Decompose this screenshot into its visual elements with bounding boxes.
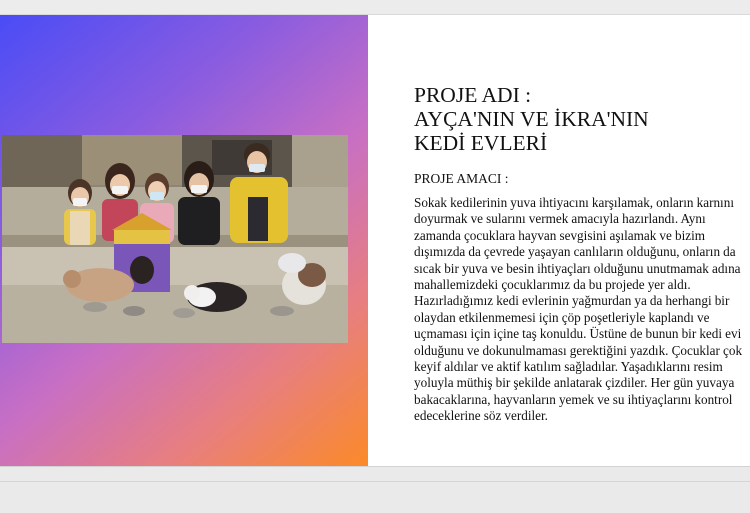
body-paragraph: Sokak kedilerinin yuva ihtiyacını karşılamak, onların karnını doyurmak ve sularını vermek amacıyla hazırlandı. Aynı zamanda çocuklara hayvan sevgisini aşılamak ve bizim dışımızda da çevrede yaşayan canlıların olduğunu, onların da sıcak bir yuva ve besin ihtiyaçları olduğunu unutmamak adına mahallemizdeki çocuklarımız da bu projede yer aldı. Hazırladığımız kedi evlerinin yağmurdan ya da herhangi bir olaydan etkilenmemesi için çöp poşetleriyle kaplandı ve uçmaması için içine taş konuldu. Üstüne de bunun bir kedi evi olduğunu ve dokunulmaması gerektiğini yazdık. Çocuklar çok keyif aldılar ve aktif katılım sağladılar. Yaşadıklarını resim yoluyla müthiş bir şekilde anlatarak çizdiler. Her gün yuvaya bakacaklarına, hayvanların yemek ve su ihtiyaçlarını kontrol edeceklerine söz verdiler. <box>414 195 743 424</box>
slide-title <box>414 83 746 155</box>
title-line-3: KEDİ EVLERİ <box>414 131 548 155</box>
divider-line <box>0 481 750 482</box>
slide-photo-children-cats <box>2 135 348 343</box>
gradient-panel <box>0 15 368 466</box>
bottom-status-strip <box>0 466 750 513</box>
slide-text-column <box>414 83 746 425</box>
title-line-2: AYÇA'NIN VE İKRA'NIN <box>414 107 649 131</box>
presentation-slide <box>0 15 750 466</box>
title-line-1: PROJE ADI : <box>414 83 532 107</box>
section-label: PROJE AMACI : <box>414 171 509 186</box>
top-toolbar-strip <box>0 0 750 15</box>
